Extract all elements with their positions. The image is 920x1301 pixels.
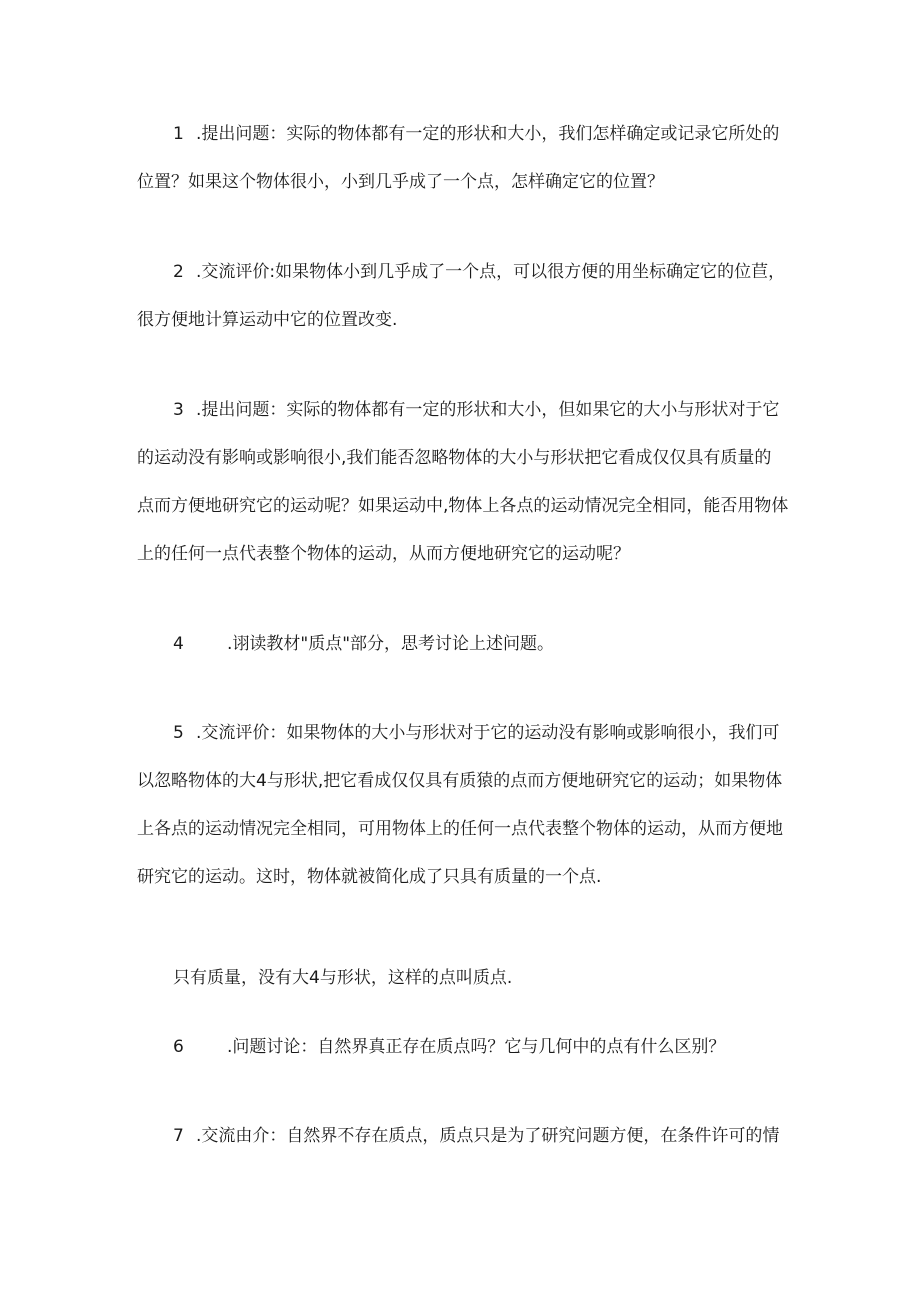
paragraph-3-line-2: 的运动没有影响或影响很小,我们能否忽略物体的大小与形状把它看成仅仅具有质量的 (137, 448, 772, 468)
paragraph-5-line-3: 上各点的运动情况完全相同，可用物体上的任何一点代表整个物体的运动，从而方便地 (137, 819, 783, 839)
paragraph-2-line-1: .交流评价:如果物体小到几乎成了一个点，可以很方便的用坐标确定它的位苣， (196, 262, 786, 282)
paragraph-7-line-1: .交流由介：自然界不存在质点，质点只是为了研究问题方便，在条件许可的情 (196, 1126, 780, 1146)
paragraph-6-line-1: .问题讨论：自然界真正存在质点吗？它与几何中的点有什么区别？ (227, 1037, 726, 1057)
paragraph-4-number: 4 (173, 634, 184, 654)
definition-line: 只有质量，没有大4与形状，这样的点叫质点. (173, 968, 513, 988)
paragraph-1-line-2: 位置？如果这个物体很小，小到几乎成了一个点，怎样确定它的位置？ (137, 172, 664, 192)
paragraph-5-line-4: 研究它的运动。这时，物体就被简化成了只具有质量的一个点. (137, 867, 602, 887)
paragraph-3-line-3: 点而方便地研究它的运动呢？如果运动中,物体上各点的运动情况完全相同，能否用物体 (137, 496, 789, 516)
paragraph-3-line-4: 上的任何一点代表整个物体的运动，从而方便地研究它的运动呢？ (137, 544, 630, 564)
paragraph-3-number: 3 (173, 400, 184, 420)
paragraph-3-line-1: .提出问题：实际的物体都有一定的形状和大小，但如果它的大小与形状对于它 (196, 400, 780, 420)
paragraph-4-line-1: .诩读教材"质点"部分，思考讨论上述问题。 (227, 634, 555, 654)
paragraph-2-line-2: 很方便地计算运动中它的位置改变. (137, 310, 398, 330)
paragraph-5-line-2: 以忽略物体的大4与形状,把它看成仅仅具有质猿的点而方便地研究它的运动；如果物体 (137, 771, 783, 791)
paragraph-1-line-1: .提出问题：实际的物体都有一定的形状和大小，我们怎样确定或记录它所处的 (196, 124, 780, 144)
paragraph-2-number: 2 (173, 262, 184, 282)
paragraph-5-number: 5 (173, 723, 184, 743)
paragraph-1-number: 1 (173, 124, 184, 144)
paragraph-5-line-1: .交流评价：如果物体的大小与形状对于它的运动没有影响或影响很小，我们可 (196, 723, 780, 743)
paragraph-7-number: 7 (173, 1126, 184, 1146)
paragraph-6-number: 6 (173, 1037, 184, 1057)
